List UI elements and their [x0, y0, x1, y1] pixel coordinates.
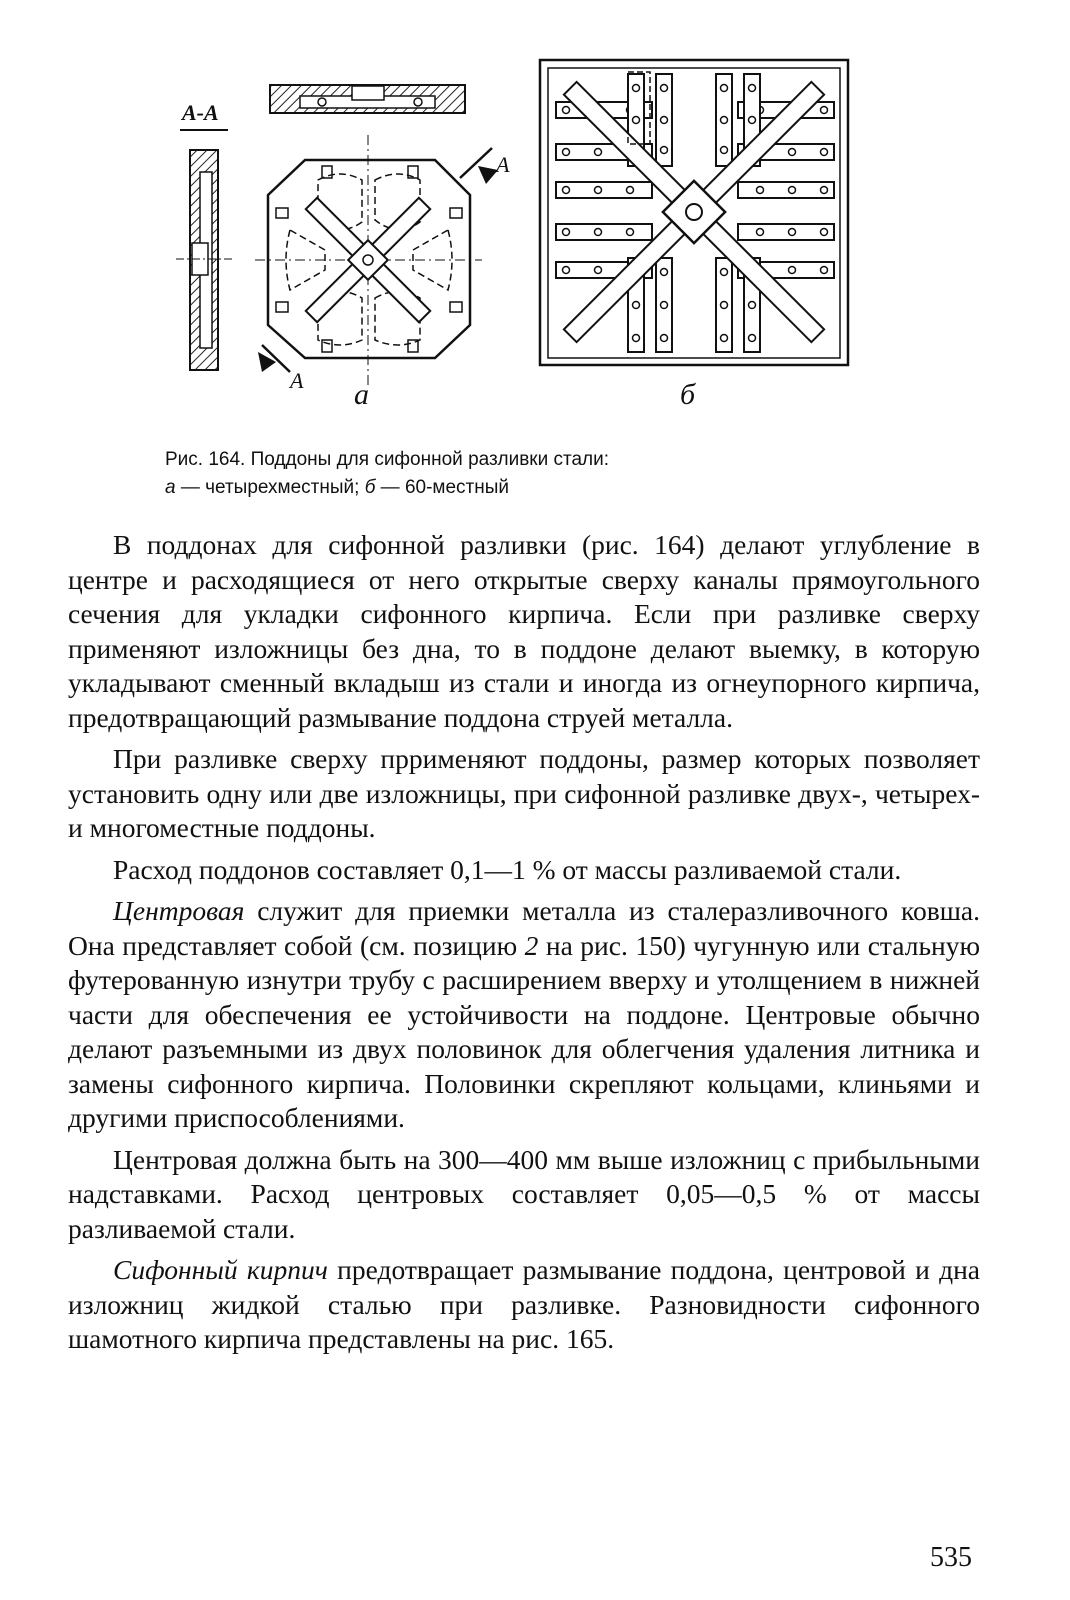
- term-tundish: Центровая: [113, 895, 245, 926]
- paragraph: [68, 894, 980, 1136]
- paragraph: При разливке сверху пррименяют поддоны, размер которых позволяет установить одну или две изложницы, при сифонной разливке двух-, четырех- и многоместные поддоны.: [68, 743, 980, 843]
- channel-bar: [656, 74, 672, 166]
- caption-sub-a: а: [165, 477, 176, 498]
- channel-bar: [556, 224, 652, 240]
- paragraph: В поддонах для сифонной разливки (рис. 164) делают углубление в центре и расходящиеся от него открытые сверху каналы прямоугольного сечения для укладки сифонного кирпича. Если при разливке сверху применяют изложницы без дна, то в поддоне делают выемку, в которую укладывают сменный вкладыш из стали и иногда из огнеупорного кирпича, предотвращающий размывание поддона струей металла.: [68, 529, 980, 733]
- section-view-vertical: [176, 130, 232, 370]
- figure-drawing: [0, 0, 1070, 430]
- channel-bar: [656, 258, 672, 352]
- caption-sub-a-text: — четырехместный;: [175, 477, 365, 498]
- caption-legend: [165, 474, 885, 502]
- figure-label-a: а: [354, 378, 369, 411]
- paragraph-text: на рис. 150) чугунную или стальную футерованную изнутри трубу с расширением вверху и утолщением в нижней части для обеспечения ее устойчивости на поддоне. Центровые обычно делают разъемными из двух половинок для облегчения удаления литника и замены сифонного кирпича. Половинки скрепляют кольцами, клиньями и другими приспособлениями.: [68, 929, 980, 1133]
- position-number: 2: [524, 929, 539, 961]
- figure-164: [0, 0, 1070, 430]
- page-number: 535: [930, 1542, 972, 1573]
- paragraph-text: предотвращает размывание поддона, центровой и дна изложниц жидкой сталью при разливке. Разновидности сифонного шамотного кирпича представлены на рис. 165.: [68, 1254, 981, 1354]
- section-view-horizontal: [270, 85, 465, 113]
- body-text: [68, 528, 980, 1364]
- channel-bar: [738, 182, 834, 198]
- caption-sub-b-text: — 60-местный: [375, 477, 510, 498]
- section-label: А-А: [182, 100, 219, 125]
- term-siphon-brick: Сифонный кирпич: [113, 1254, 328, 1285]
- figure-caption: [165, 446, 885, 502]
- caption-title: Рис. 164. Поддоны для сифонной разливки стали:: [165, 449, 610, 470]
- arrow-label-bottom: А: [290, 368, 304, 393]
- figure-label-b: б: [680, 378, 696, 411]
- paragraph: Центровая должна быть на 300—400 мм выше изложниц с прибыльными надставками. Расход центровых составляет 0,05—0,5 % от массы разливаемой стали.: [68, 1143, 980, 1244]
- channel-bar: [738, 224, 834, 240]
- paragraph-text: служит для приемки металла из сталеразливочного ковша. Она представляет собой (см. позицию: [68, 895, 980, 961]
- pallet-four-place: [255, 135, 498, 385]
- channel-bar: [556, 182, 652, 198]
- caption-sub-b: б: [364, 477, 376, 498]
- channel-bar: [716, 74, 732, 166]
- pallet-sixty-place: [540, 60, 848, 365]
- arrow-label-top: А: [496, 152, 510, 177]
- channel-bar: [716, 258, 732, 352]
- paragraph: Расход поддонов составляет 0,1—1 % от массы разливаемой стали.: [113, 853, 902, 885]
- paragraph: [68, 1253, 980, 1357]
